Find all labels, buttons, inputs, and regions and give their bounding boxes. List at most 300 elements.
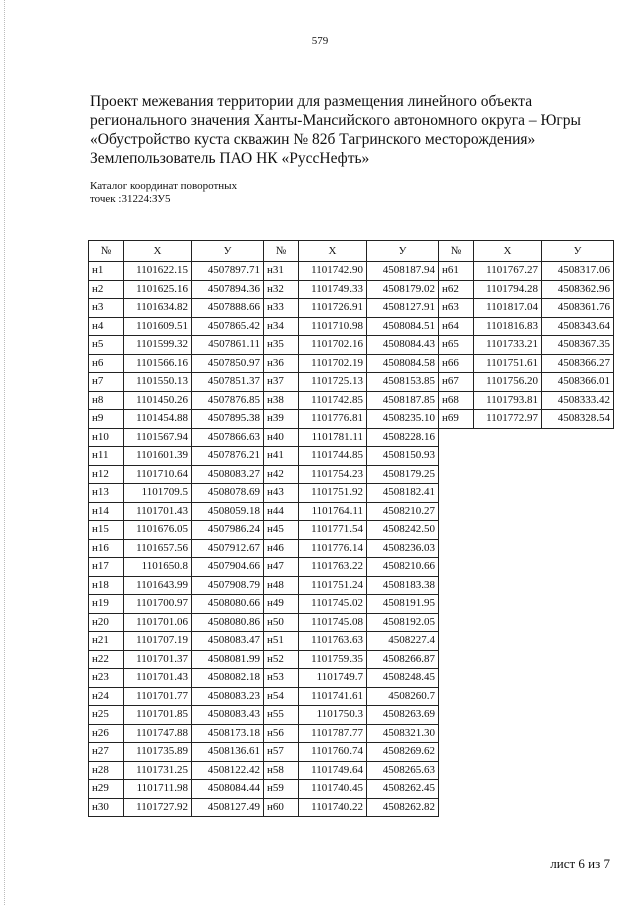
- empty-cell: [542, 687, 614, 706]
- y-coordinate-cell: 4508187.94: [367, 262, 439, 281]
- y-coordinate-cell: 4508366.01: [542, 373, 614, 392]
- x-coordinate-cell: 1101711.98: [124, 780, 192, 799]
- y-coordinate-cell: 4508362.96: [542, 280, 614, 299]
- x-coordinate-cell: 1101700.97: [124, 595, 192, 614]
- x-coordinate-cell: 1101701.85: [124, 706, 192, 725]
- y-coordinate-cell: 4508317.06: [542, 262, 614, 281]
- x-coordinate-cell: 1101742.90: [299, 262, 367, 281]
- x-coordinate-cell: 1101817.04: [474, 299, 542, 318]
- empty-cell: [474, 576, 542, 595]
- point-id-cell: н42: [264, 465, 299, 484]
- x-coordinate-cell: 1101609.51: [124, 317, 192, 336]
- table-row: [89, 687, 614, 706]
- y-coordinate-cell: 4508366.27: [542, 354, 614, 373]
- empty-cell: [474, 465, 542, 484]
- table-row: [89, 706, 614, 725]
- x-coordinate-cell: 1101701.43: [124, 502, 192, 521]
- point-id-cell: н44: [264, 502, 299, 521]
- table-row: [89, 669, 614, 688]
- empty-cell: [439, 502, 474, 521]
- point-id-cell: н10: [89, 428, 124, 447]
- y-coordinate-cell: 4508242.50: [367, 521, 439, 540]
- y-coordinate-cell: 4508260.7: [367, 687, 439, 706]
- empty-cell: [542, 632, 614, 651]
- empty-cell: [542, 761, 614, 780]
- y-coordinate-cell: 4508262.45: [367, 780, 439, 799]
- document-title: [90, 92, 610, 168]
- x-coordinate-cell: 1101794.28: [474, 280, 542, 299]
- y-coordinate-cell: 4508082.18: [192, 669, 264, 688]
- empty-cell: [439, 595, 474, 614]
- point-id-cell: н62: [439, 280, 474, 299]
- point-id-cell: н49: [264, 595, 299, 614]
- empty-cell: [439, 558, 474, 577]
- catalog-line: точек :31224:ЗУ5: [90, 193, 171, 205]
- sheet-counter: лист 6 из 7: [550, 856, 610, 871]
- empty-cell: [439, 669, 474, 688]
- y-coordinate-cell: 4508367.35: [542, 336, 614, 355]
- x-coordinate-cell: 1101763.22: [299, 558, 367, 577]
- empty-cell: [474, 632, 542, 651]
- x-coordinate-cell: 1101776.14: [299, 539, 367, 558]
- x-coordinate-cell: 1101735.89: [124, 743, 192, 762]
- x-coordinate-cell: 1101709.5: [124, 484, 192, 503]
- x-coordinate-cell: 1101776.81: [299, 410, 367, 429]
- y-coordinate-cell: 4508210.27: [367, 502, 439, 521]
- empty-cell: [474, 502, 542, 521]
- empty-cell: [542, 798, 614, 817]
- empty-cell: [439, 761, 474, 780]
- x-coordinate-cell: 1101725.13: [299, 373, 367, 392]
- y-coordinate-cell: 4508080.66: [192, 595, 264, 614]
- x-coordinate-cell: 1101759.35: [299, 650, 367, 669]
- y-coordinate-cell: 4508210.66: [367, 558, 439, 577]
- empty-cell: [439, 521, 474, 540]
- x-coordinate-cell: 1101567.94: [124, 428, 192, 447]
- table-row: [89, 354, 614, 373]
- empty-cell: [474, 539, 542, 558]
- x-coordinate-cell: 1101707.19: [124, 632, 192, 651]
- table-row: [89, 484, 614, 503]
- column-header: X: [299, 241, 367, 262]
- point-id-cell: н52: [264, 650, 299, 669]
- point-id-cell: н51: [264, 632, 299, 651]
- point-id-cell: н38: [264, 391, 299, 410]
- title-line: Землепользователь ПАО НК «РуссНефть»: [90, 150, 370, 167]
- empty-cell: [439, 780, 474, 799]
- x-coordinate-cell: 1101760.74: [299, 743, 367, 762]
- point-id-cell: н67: [439, 373, 474, 392]
- y-coordinate-cell: 4508265.63: [367, 761, 439, 780]
- x-coordinate-cell: 1101741.61: [299, 687, 367, 706]
- x-coordinate-cell: 1101749.64: [299, 761, 367, 780]
- empty-cell: [439, 724, 474, 743]
- y-coordinate-cell: 4508183.38: [367, 576, 439, 595]
- x-coordinate-cell: 1101751.92: [299, 484, 367, 503]
- column-header: У: [542, 241, 614, 262]
- y-coordinate-cell: 4508263.69: [367, 706, 439, 725]
- x-coordinate-cell: 1101702.19: [299, 354, 367, 373]
- y-coordinate-cell: 4508248.45: [367, 669, 439, 688]
- column-header: №: [264, 241, 299, 262]
- empty-cell: [474, 650, 542, 669]
- table-row: [89, 336, 614, 355]
- y-coordinate-cell: 4507894.36: [192, 280, 264, 299]
- empty-cell: [474, 521, 542, 540]
- x-coordinate-cell: 1101763.63: [299, 632, 367, 651]
- point-id-cell: н29: [89, 780, 124, 799]
- point-id-cell: н13: [89, 484, 124, 503]
- x-coordinate-cell: 1101742.85: [299, 391, 367, 410]
- point-id-cell: н8: [89, 391, 124, 410]
- point-id-cell: н28: [89, 761, 124, 780]
- empty-cell: [542, 650, 614, 669]
- empty-cell: [474, 687, 542, 706]
- x-coordinate-cell: 1101701.06: [124, 613, 192, 632]
- y-coordinate-cell: 4507986.24: [192, 521, 264, 540]
- y-coordinate-cell: 4508343.64: [542, 317, 614, 336]
- point-id-cell: н17: [89, 558, 124, 577]
- table-row: [89, 576, 614, 595]
- y-coordinate-cell: 4508150.93: [367, 447, 439, 466]
- x-coordinate-cell: 1101676.05: [124, 521, 192, 540]
- x-coordinate-cell: 1101816.83: [474, 317, 542, 336]
- y-coordinate-cell: 4508266.87: [367, 650, 439, 669]
- y-coordinate-cell: 4507851.37: [192, 373, 264, 392]
- x-coordinate-cell: 1101701.77: [124, 687, 192, 706]
- table-row: [89, 280, 614, 299]
- y-coordinate-cell: 4508235.10: [367, 410, 439, 429]
- column-header: У: [192, 241, 264, 262]
- empty-cell: [439, 798, 474, 817]
- point-id-cell: н66: [439, 354, 474, 373]
- empty-cell: [542, 447, 614, 466]
- table-row: [89, 761, 614, 780]
- point-id-cell: н7: [89, 373, 124, 392]
- y-coordinate-cell: 4508173.18: [192, 724, 264, 743]
- point-id-cell: н59: [264, 780, 299, 799]
- x-coordinate-cell: 1101726.91: [299, 299, 367, 318]
- y-coordinate-cell: 4507876.85: [192, 391, 264, 410]
- y-coordinate-cell: 4508361.76: [542, 299, 614, 318]
- table-row: [89, 650, 614, 669]
- y-coordinate-cell: 4508084.44: [192, 780, 264, 799]
- empty-cell: [542, 576, 614, 595]
- point-id-cell: н34: [264, 317, 299, 336]
- point-id-cell: н36: [264, 354, 299, 373]
- point-id-cell: н57: [264, 743, 299, 762]
- y-coordinate-cell: 4508084.58: [367, 354, 439, 373]
- y-coordinate-cell: 4508127.49: [192, 798, 264, 817]
- x-coordinate-cell: 1101749.33: [299, 280, 367, 299]
- point-id-cell: н40: [264, 428, 299, 447]
- point-id-cell: н21: [89, 632, 124, 651]
- y-coordinate-cell: 4508262.82: [367, 798, 439, 817]
- y-coordinate-cell: 4508182.41: [367, 484, 439, 503]
- empty-cell: [439, 465, 474, 484]
- x-coordinate-cell: 1101744.85: [299, 447, 367, 466]
- point-id-cell: н12: [89, 465, 124, 484]
- table-row: [89, 428, 614, 447]
- title-line: регионального значения Ханты-Мансийского автономного округа – Югры: [90, 112, 581, 129]
- y-coordinate-cell: 4507897.71: [192, 262, 264, 281]
- table-row: [89, 780, 614, 799]
- x-coordinate-cell: 1101710.98: [299, 317, 367, 336]
- y-coordinate-cell: 4508227.4: [367, 632, 439, 651]
- empty-cell: [474, 484, 542, 503]
- point-id-cell: н41: [264, 447, 299, 466]
- x-coordinate-cell: 1101450.26: [124, 391, 192, 410]
- x-coordinate-cell: 1101731.25: [124, 761, 192, 780]
- point-id-cell: н63: [439, 299, 474, 318]
- y-coordinate-cell: 4508083.27: [192, 465, 264, 484]
- point-id-cell: н3: [89, 299, 124, 318]
- x-coordinate-cell: 1101701.43: [124, 669, 192, 688]
- y-coordinate-cell: 4507904.66: [192, 558, 264, 577]
- empty-cell: [439, 428, 474, 447]
- point-id-cell: н22: [89, 650, 124, 669]
- y-coordinate-cell: 4508084.51: [367, 317, 439, 336]
- table-row: [89, 632, 614, 651]
- y-coordinate-cell: 4507861.11: [192, 336, 264, 355]
- y-coordinate-cell: 4507912.67: [192, 539, 264, 558]
- point-id-cell: н2: [89, 280, 124, 299]
- point-id-cell: н9: [89, 410, 124, 429]
- column-header: X: [124, 241, 192, 262]
- table-header-row: [89, 241, 614, 262]
- title-line: «Обустройство куста скважин № 82б Тагринского месторождения»: [90, 131, 536, 148]
- empty-cell: [542, 465, 614, 484]
- empty-cell: [542, 428, 614, 447]
- x-coordinate-cell: 1101727.92: [124, 798, 192, 817]
- point-id-cell: н27: [89, 743, 124, 762]
- y-coordinate-cell: 4508328.54: [542, 410, 614, 429]
- empty-cell: [474, 724, 542, 743]
- point-id-cell: н55: [264, 706, 299, 725]
- empty-cell: [542, 539, 614, 558]
- x-coordinate-cell: 1101710.64: [124, 465, 192, 484]
- empty-cell: [474, 706, 542, 725]
- y-coordinate-cell: 4508084.43: [367, 336, 439, 355]
- point-id-cell: н65: [439, 336, 474, 355]
- empty-cell: [439, 539, 474, 558]
- x-coordinate-cell: 1101454.88: [124, 410, 192, 429]
- point-id-cell: н19: [89, 595, 124, 614]
- y-coordinate-cell: 4508192.05: [367, 613, 439, 632]
- empty-cell: [542, 743, 614, 762]
- x-coordinate-cell: 1101767.27: [474, 262, 542, 281]
- y-coordinate-cell: 4507865.42: [192, 317, 264, 336]
- empty-cell: [474, 595, 542, 614]
- y-coordinate-cell: 4508122.42: [192, 761, 264, 780]
- x-coordinate-cell: 1101781.11: [299, 428, 367, 447]
- table-row: [89, 262, 614, 281]
- point-id-cell: н30: [89, 798, 124, 817]
- x-coordinate-cell: 1101599.32: [124, 336, 192, 355]
- point-id-cell: н45: [264, 521, 299, 540]
- point-id-cell: н48: [264, 576, 299, 595]
- column-header: У: [367, 241, 439, 262]
- empty-cell: [439, 484, 474, 503]
- x-coordinate-cell: 1101566.16: [124, 354, 192, 373]
- y-coordinate-cell: 4508083.47: [192, 632, 264, 651]
- x-coordinate-cell: 1101550.13: [124, 373, 192, 392]
- point-id-cell: н39: [264, 410, 299, 429]
- y-coordinate-cell: 4508078.69: [192, 484, 264, 503]
- column-header: №: [89, 241, 124, 262]
- x-coordinate-cell: 1101650.8: [124, 558, 192, 577]
- y-coordinate-cell: 4508080.86: [192, 613, 264, 632]
- empty-cell: [474, 558, 542, 577]
- x-coordinate-cell: 1101772.97: [474, 410, 542, 429]
- point-id-cell: н25: [89, 706, 124, 725]
- y-coordinate-cell: 4508228.16: [367, 428, 439, 447]
- x-coordinate-cell: 1101702.16: [299, 336, 367, 355]
- empty-cell: [542, 780, 614, 799]
- column-header: №: [439, 241, 474, 262]
- empty-cell: [542, 613, 614, 632]
- x-coordinate-cell: 1101764.11: [299, 502, 367, 521]
- point-id-cell: н35: [264, 336, 299, 355]
- empty-cell: [542, 558, 614, 577]
- empty-cell: [542, 595, 614, 614]
- point-id-cell: н46: [264, 539, 299, 558]
- y-coordinate-cell: 4508191.95: [367, 595, 439, 614]
- x-coordinate-cell: 1101643.99: [124, 576, 192, 595]
- point-id-cell: н50: [264, 613, 299, 632]
- point-id-cell: н53: [264, 669, 299, 688]
- y-coordinate-cell: 4508187.85: [367, 391, 439, 410]
- y-coordinate-cell: 4507866.63: [192, 428, 264, 447]
- point-id-cell: н60: [264, 798, 299, 817]
- y-coordinate-cell: 4507895.38: [192, 410, 264, 429]
- empty-cell: [474, 798, 542, 817]
- point-id-cell: н15: [89, 521, 124, 540]
- empty-cell: [474, 669, 542, 688]
- point-id-cell: н58: [264, 761, 299, 780]
- x-coordinate-cell: 1101754.23: [299, 465, 367, 484]
- empty-cell: [439, 743, 474, 762]
- empty-cell: [474, 743, 542, 762]
- empty-cell: [542, 669, 614, 688]
- x-coordinate-cell: 1101625.16: [124, 280, 192, 299]
- x-coordinate-cell: 1101740.45: [299, 780, 367, 799]
- point-id-cell: н33: [264, 299, 299, 318]
- table-row: [89, 373, 614, 392]
- y-coordinate-cell: 4507850.97: [192, 354, 264, 373]
- point-id-cell: н5: [89, 336, 124, 355]
- table-row: [89, 391, 614, 410]
- empty-cell: [542, 502, 614, 521]
- empty-cell: [474, 780, 542, 799]
- empty-cell: [439, 632, 474, 651]
- x-coordinate-cell: 1101749.7: [299, 669, 367, 688]
- point-id-cell: н54: [264, 687, 299, 706]
- point-id-cell: н56: [264, 724, 299, 743]
- page-number: 579: [311, 35, 329, 47]
- point-id-cell: н43: [264, 484, 299, 503]
- point-id-cell: н20: [89, 613, 124, 632]
- x-coordinate-cell: 1101751.24: [299, 576, 367, 595]
- point-id-cell: н24: [89, 687, 124, 706]
- x-coordinate-cell: 1101733.21: [474, 336, 542, 355]
- y-coordinate-cell: 4508136.61: [192, 743, 264, 762]
- y-coordinate-cell: 4507908.79: [192, 576, 264, 595]
- x-coordinate-cell: 1101750.3: [299, 706, 367, 725]
- y-coordinate-cell: 4508269.62: [367, 743, 439, 762]
- empty-cell: [439, 576, 474, 595]
- catalog-line: Каталог координат поворотных: [90, 180, 238, 192]
- y-coordinate-cell: 4508179.25: [367, 465, 439, 484]
- table-row: [89, 558, 614, 577]
- column-header: X: [474, 241, 542, 262]
- x-coordinate-cell: 1101601.39: [124, 447, 192, 466]
- table-row: [89, 502, 614, 521]
- point-id-cell: н32: [264, 280, 299, 299]
- table-row: [89, 465, 614, 484]
- empty-cell: [439, 447, 474, 466]
- empty-cell: [542, 484, 614, 503]
- y-coordinate-cell: 4508059.18: [192, 502, 264, 521]
- y-coordinate-cell: 4508179.02: [367, 280, 439, 299]
- empty-cell: [474, 761, 542, 780]
- empty-cell: [474, 613, 542, 632]
- point-id-cell: н61: [439, 262, 474, 281]
- table-row: [89, 410, 614, 429]
- x-coordinate-cell: 1101701.37: [124, 650, 192, 669]
- y-coordinate-cell: 4507888.66: [192, 299, 264, 318]
- table-row: [89, 521, 614, 540]
- point-id-cell: н18: [89, 576, 124, 595]
- x-coordinate-cell: 1101622.15: [124, 262, 192, 281]
- y-coordinate-cell: 4507876.21: [192, 447, 264, 466]
- point-id-cell: н64: [439, 317, 474, 336]
- table-row: [89, 798, 614, 817]
- x-coordinate-cell: 1101745.02: [299, 595, 367, 614]
- table-row: [89, 539, 614, 558]
- point-id-cell: н23: [89, 669, 124, 688]
- catalog-caption: [90, 180, 237, 206]
- y-coordinate-cell: 4508153.85: [367, 373, 439, 392]
- point-id-cell: н1: [89, 262, 124, 281]
- empty-cell: [439, 650, 474, 669]
- point-id-cell: н11: [89, 447, 124, 466]
- point-id-cell: н26: [89, 724, 124, 743]
- x-coordinate-cell: 1101756.20: [474, 373, 542, 392]
- table-row: [89, 447, 614, 466]
- x-coordinate-cell: 1101793.81: [474, 391, 542, 410]
- empty-cell: [439, 613, 474, 632]
- table-row: [89, 724, 614, 743]
- x-coordinate-cell: 1101747.88: [124, 724, 192, 743]
- x-coordinate-cell: 1101745.08: [299, 613, 367, 632]
- x-coordinate-cell: 1101787.77: [299, 724, 367, 743]
- table-row: [89, 317, 614, 336]
- point-id-cell: н31: [264, 262, 299, 281]
- coordinates-table: [88, 240, 614, 817]
- point-id-cell: н47: [264, 558, 299, 577]
- y-coordinate-cell: 4508236.03: [367, 539, 439, 558]
- empty-cell: [439, 687, 474, 706]
- empty-cell: [439, 706, 474, 725]
- table-row: [89, 613, 614, 632]
- table-row: [89, 743, 614, 762]
- x-coordinate-cell: 1101740.22: [299, 798, 367, 817]
- point-id-cell: н68: [439, 391, 474, 410]
- table-row: [89, 595, 614, 614]
- y-coordinate-cell: 4508083.43: [192, 706, 264, 725]
- point-id-cell: н69: [439, 410, 474, 429]
